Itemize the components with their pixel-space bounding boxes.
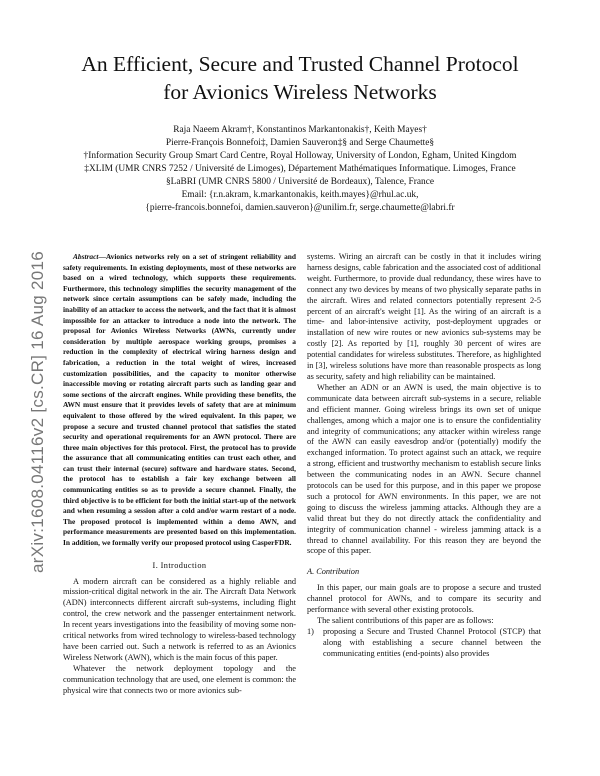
contribution-paragraph-2: The salient contributions of this paper are as follows: [317, 616, 494, 625]
list-item-number: 1) [307, 626, 314, 636]
abstract-lead: Abstract [73, 252, 99, 261]
authors-line-2: Pierre-François Bonnefoi‡, Damien Sauveron‡§ and Serge Chaumette§ [165, 138, 435, 148]
affiliation-2: ‡XLIM (UMR CNRS 7252 / Université de Limoges), Département Mathématiques Informatique. Limoges, France [84, 164, 516, 174]
affiliation-1: †Information Security Group Smart Card Centre, Royal Holloway, University of London, Egham, United Kingdom [83, 151, 517, 161]
subsection-heading-contribution: A. Contribution [307, 567, 360, 577]
affiliation-3: §LaBRI (UMR CNRS 5800 / Université de Bordeaux), Talence, France [165, 177, 435, 187]
left-column [63, 252, 296, 697]
contribution-list-item [307, 627, 541, 660]
paper-title [40, 50, 560, 106]
contribution-paragraph-1: In this paper, our main goals are to propose a secure and trusted channel protocol for AWNs, and to compare its security and performance with several other existing protocols. [307, 583, 541, 615]
abstract [63, 252, 296, 549]
list-item-text: proposing a Secure and Trusted Channel Protocol (STCP) that along with establishing a secure channel between the communicating entities (end-points) also provides [323, 626, 541, 658]
arxiv-stamp: arXiv:1608.04116v2 [cs.CR] 16 Aug 2016 [28, 250, 47, 573]
email-line-2: {pierre-francois.bonnefoi, damien.sauveron}@unilim.fr, serge.chaumette@labri.fr [145, 203, 455, 213]
intro-paragraph-2-continued: systems. Wiring an aircraft can be costly in that it includes wiring harness designs, cable fabrication and the associated cost of additional weight. Furthermore, to provide dual redundancy, these wires have to connect any two devices by means of two physically separate paths in the aircraft. Wires and related connectors potentially represent 2-5 percent of an aircraft's weight [1]. As the wiring of an aircraft is a time- and labor-intensive activity, post-deployment upgrades or installation of new wire routes or new avionics sub-systems may be costly [2]. As reported by [1], roughly 30 percent of wires are potential candidates for wireless substitutes. Therefore, as highlighted in [3], wireless solutions have more than reasonable prospects as long as security, safety and high reliability can be maintained. [307, 252, 541, 381]
section-heading-introduction: I. Introduction [152, 560, 207, 570]
authors-line-1: Raja Naeem Akram†, Konstantinos Markantonakis†, Keith Mayes† [173, 125, 427, 135]
intro-paragraph-3: Whether an ADN or an AWN is used, the main objective is to communicate data between aircraft sub-systems in a secure, reliable and efficient manner. Going wireless brings its own set of unique challenges, among which a major one is to ensure the confidentiality and integrity of communications; any attacker within wireless range of the AWN can easily eavesdrop and/or (potentially) modify the exchanged information. To protect against such an attack, we require a strong, efficient and trustworthy mechanism to establish secure links between the communicating nodes in an AWN. Secure channel protocols can be used for this purpose, and in this paper we propose such a protocol for AWN environments. In this paper, we are not going to discuss the wireless jamming attacks. Although they are a valid threat but they do not directly attack the confidentiality and integrity of communication channel - wireless jamming attack is a thread to channel availability. For this reason they are beyond the scope of this paper. [307, 382, 541, 556]
intro-paragraph-2: Whatever the network deployment topology and the communication technology that are used, one element is common: the physical wire that connects two or more avionics sub- [63, 663, 296, 695]
title-line-2: for Avionics Wireless Networks [163, 80, 437, 104]
abstract-text: —Avionics networks rely on a set of stringent reliability and safety requirements. In existing deployments, most of these networks are based on a wired technology, which supports these requirements. Furthermore, this technology simplifies the security management of the network since certain assumptions can be safely made, including the inability of an attacker to access the network, and the fact that it is almost impossible for an attacker to introduce a node into the network. The proposal for Avionics Wireless Networks (AWNs, currently under consideration by multiple aerospace working groups, promises a reduction in the complexity of electrical wiring harness design and fabrication, a reduction in the total weight of wires, increased customization possibilities, and the capacity to monitor otherwise inaccessible moving or rotating aircraft parts such as landing gear and some sections of the aircraft engines. While providing these benefits, the AWN must ensure that it provides levels of safety that are at minimum equivalent to those offered by the wired equivalent. In this paper, we propose a secure and trusted channel protocol that satisfies the stated security and operational requirements for an AWN protocol. There are three main objectives for this protocol. First, the protocol has to provide the assurance that all communicating entities can trust each other, and can trust their internal (secure) software and hardware states. Second, the protocol has to establish a fair key exchange between all communicating entities so as to provide a secure channel. Finally, the third objective is to be efficient for both the initial start-up of the network and when resuming a session after a cold and/or warm restart of a node. The proposed protocol is implemented within a demo AWN, and performance measurements are presented based on this implementation. In addition, we formally verify our proposed protocol using CasperFDR. [63, 252, 296, 548]
intro-paragraph-1: A modern aircraft can be considered as a highly reliable and mission-critical digital network in the air. The Aircraft Data Network (ADN) interconnects different aircraft sub-systems, including flight control, the crew network and the passenger entertainment network. In recent years investigations into the feasibility of moving some non-critical networks from wired technology to wireless-based technology have been carried out. Such a network is referred to as an Avionics Wireless Network (AWN), which is the main focus of this paper. [63, 576, 296, 662]
title-line-1: An Efficient, Secure and Trusted Channel Protocol [81, 52, 519, 76]
right-column [307, 252, 541, 660]
author-block [50, 124, 550, 215]
email-line-1: Email: {r.n.akram, k.markantonakis, keith.mayes}@rhul.ac.uk, [181, 190, 419, 200]
